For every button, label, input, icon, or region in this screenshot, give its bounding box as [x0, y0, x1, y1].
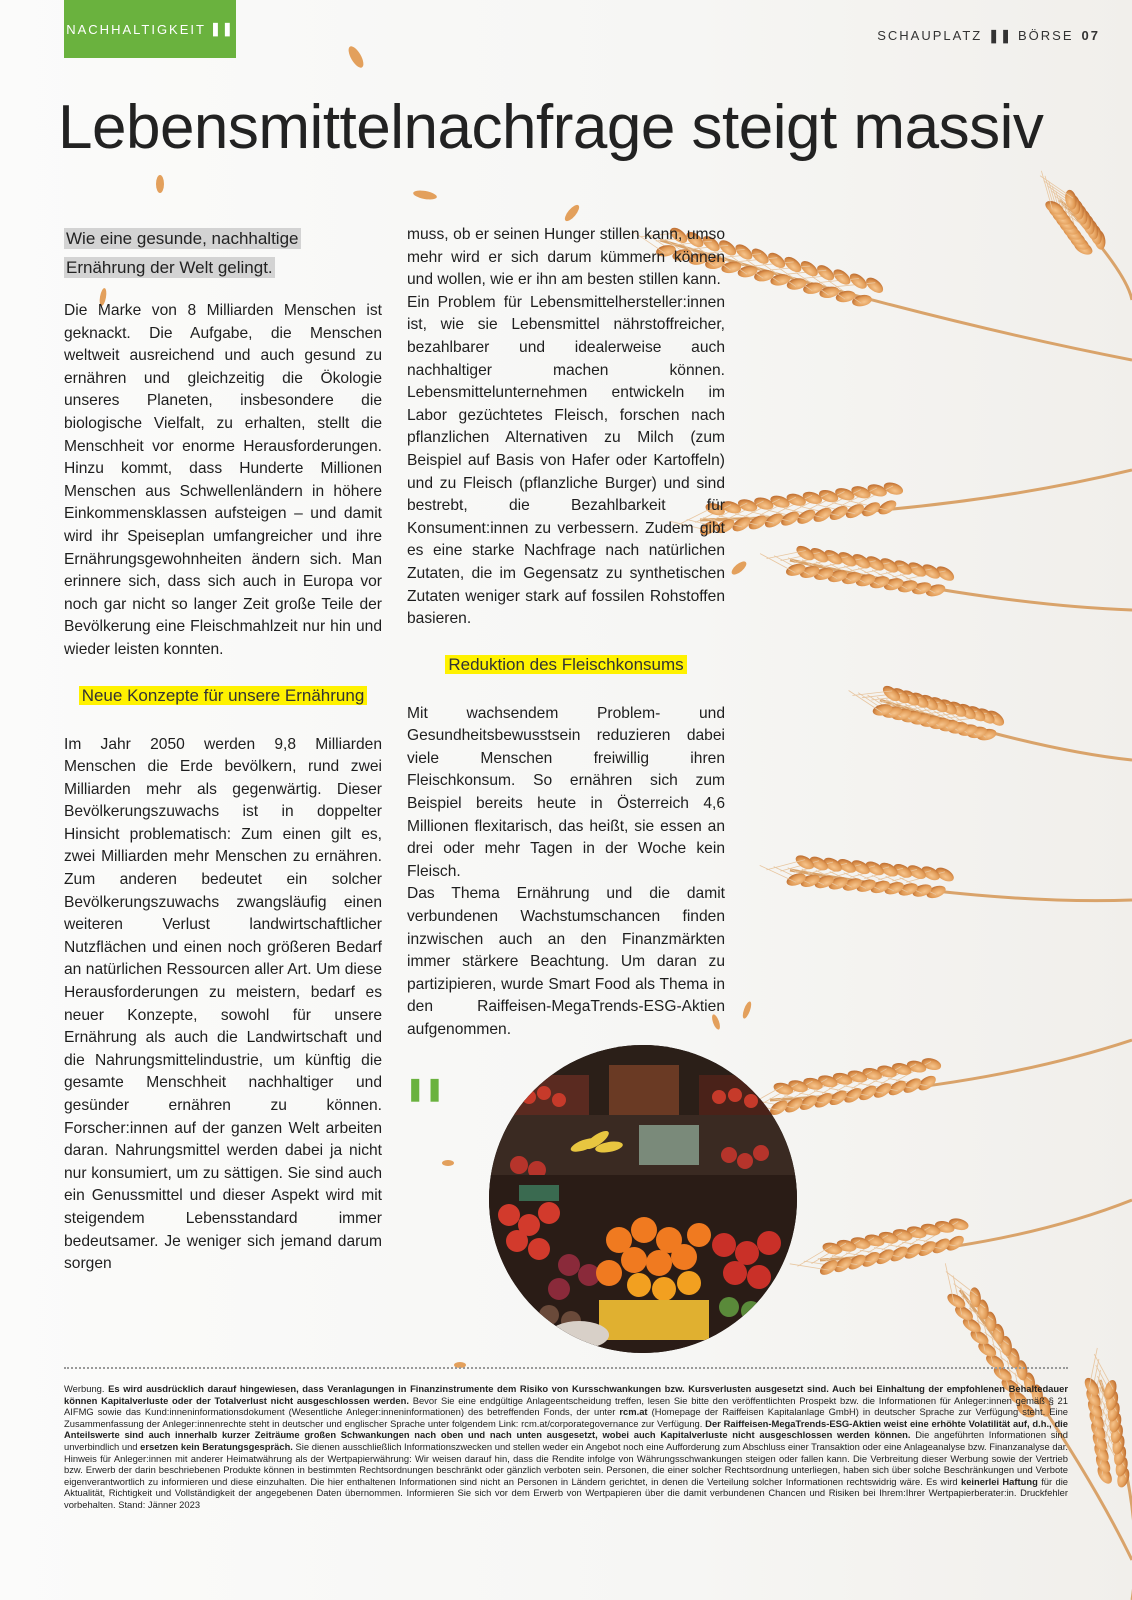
disclaimer-part: (Homepage der Raiffeisen Kapitalanlage GmbH) in deutscher Sprache zur Verfügung steht. Eine Zusammenfassung der Anleger:innenrechte steht in deutscher und englischer Sprache unter folgendem Link: rcm.at/corporategovernance zur Verfügung. [64, 1406, 1068, 1429]
article-lead [64, 224, 382, 282]
divider [64, 1367, 1068, 1369]
paragraph: Im Jahr 2050 werden 9,8 Milliarden Menschen die Erde bevölkern, rund zwei Milliarden mehr als gegenwärtig. Dieser Bevölkerungszuwachs ist in doppelter Hinsicht problematisch: Zum einen gilt es, zwei Milliarden mehr Menschen zu ernähren. Zum anderen bedeutet ein solcher Bevölkerungszuwachs zwangsläufig einen weiteren Verlust landwirtschaftlicher Nutzflächen und einen noch größeren Bedarf an natürlichen Ressourcen aller Art. Um diese Herausforderungen zu meistern, bedarf es neuer Konzepte, sowohl für unsere Ernährung als auch die Landwirtschaft und die Nahrungsmittelindustrie, um künftig die gesamte Menschheit nachhaltiger und gesünder ernähren zu können. Forscher:innen auf der ganzen Welt arbeiten daran. Nahrungsmittel werden dabei ja nicht nur konsumiert, um zu sättigen. Sie sind auch ein Genussmittel und dieser Aspekt wird mit steigendem Lebensstandard immer bedeutsamer. Je weniger sich jemand darum sorgen [64, 735, 382, 1273]
subheading [64, 684, 382, 708]
disclaimer-part: Sie dienen ausschließlich Informationszwecken und stellen weder ein Angebot noch eine Aufforderung zum Abschluss einer Transaktion oder eine Anlageanalyse bzw. Finanzanalyse dar. Hinweis für Anleger:innen mit anderer Heimatwährung als der Wertpapierwährung: Wir weisen darauf hin, dass die Rendite infolge von Währungsschwankungen steigen oder fallen kann. Die Verbreitung dieser Werbung sowie der Vertrieb bzw. Erwerb der darin beschriebenen Produkte können in bestimmten Rechtsordnungen beschränkt oder gänzlich verboten sein. Personen, die einer solcher Rechtsordnung unterliegen, haben sich über solche Beschränkungen und Verbote eigenverantwortlich zu informieren und diese einzuhalten. Die hier enthaltenen Informationen sind nicht an Personen in Ländern gerichtet, in denen die Verteilung solcher Informationen rechtswidrig wäre. Es wird [64, 1440, 1068, 1487]
paragraph: Die Marke von 8 Milliarden Menschen ist geknackt. Die Aufgabe, die Menschen weltweit ausreichend und auch gesund zu ernähren und gleichzeitig die Ökologie unseres Planeten, insbesondere die biologische Vielfalt, zu erhalten, stellt die Menschheit vor enorme Herausforderungen. Hinzu kommt, dass Hunderte Millionen Menschen aus Schwellenländern in höhere Einkommensklassen aufsteigen – und damit wird ihr Speiseplan umfangreicher und ihre Ernährungsgewohnheiten ändern sich. Man erinnere sich, dass sich auch in Europa vor noch gar nicht so langer Zeit große Teile der Bevölkerung eine Fleischmahlzeit nur hin und wieder leisten konnten. [64, 302, 382, 658]
paragraph: Ein Problem für Lebensmittelhersteller:innen ist, wie sie Lebensmittel nährstoffreicher, bezahlbarer und idealerweise auch nachhaltiger machen können. Lebensmittelunternehmen entwickeln im Labor gezüchtetes Fleisch, forschen nach pflanzlichen Alternativen zu Milch (zum Beispiel auf Basis von Hafer oder Kartoffeln) und zu Fleisch (pflanzliche Burger) und sind bestrebt, die Bezahlbarkeit für Konsument:innen zu verbessern. Zudem gibt es eine starke Nachfrage nach natürlichen Zutaten, die im Gegensatz zu synthetischen Zutaten weniger stark auf fossilen Rohstoffen basieren. [407, 293, 725, 628]
paragraph: Das Thema Ernährung und die damit verbundenen Wachstumschancen finden inzwischen auch an den Finanzmärkten immer stärkere Beachtung. Um daran zu partizipieren, wurde Smart Food als Thema in den Raiffeisen-MegaTrends-ESG-Aktien aufgenommen. [407, 885, 725, 1038]
disclaimer-part: Die angeführten Informationen sind unverbindlich und [64, 1429, 1068, 1452]
article-column-right [407, 224, 725, 1042]
disclaimer-part: keinerlei Haftung [961, 1475, 1038, 1487]
page-number: 07 [1081, 28, 1100, 43]
magazine-name: SCHAUPLATZ [877, 28, 983, 43]
section-tag [64, 0, 236, 58]
end-marks: ❚❚ [406, 1076, 445, 1101]
disclaimer-part: Der Raiffeisen-MegaTrends-ESG-Aktien weist eine erhöhte Volatilität auf, d.h., die Anteilswerte sind auch innerhalb kurzer Zeiträume großen Schwankungen nach oben und nach unten ausgesetzt, wobei auch Kapitalverluste nicht ausgeschlossen werden können. [64, 1417, 1068, 1441]
subheading-text: Neue Konzepte für unsere Ernährung [79, 686, 368, 705]
article-column-left [64, 224, 382, 1276]
disclaimer-part: ersetzen kein Beratungsgespräch. [140, 1440, 293, 1452]
disclaimer-link: rcm.at [619, 1406, 648, 1418]
disclaimer-part: Es wird ausdrücklich darauf hingewiesen, dass Veranlagungen in Finanzinstrumente dem Risiko von Kursschwankungen bzw. Kursverlusten ausgesetzt sind. Auch bei Einhaltung der empfohlenen Behaltedauer können Kapitalverluste oder der Totalverlust nicht ausgeschlossen werden. [64, 1383, 1068, 1406]
paragraph: muss, ob er seinen Hunger stillen kann, umso mehr wird er sich darum kümmern können und wollen, wie er ihn am besten stillen kann. [407, 226, 725, 289]
lead-text: Wie eine gesunde, nachhaltige Ernährung der Welt gelingt. [66, 229, 299, 277]
legal-disclaimer [64, 1383, 1068, 1511]
header-marks: ❚❚ [988, 28, 1013, 43]
market-photo [489, 1045, 797, 1353]
running-header [877, 28, 1100, 44]
disclaimer-part: für die Aktualität, Richtigkeit und Vollständigkeit der angegebenen Daten übernommen. Informieren Sie sich vor dem Erwerb von Wertpapieren über die damit verbundenen Chancen und Risiken bei Ihrem:Ihrer Wertpapierberater:in. Druckfehler vorbehalten. Stand: Jänner 2023 [64, 1475, 1069, 1510]
paragraph: Mit wachsendem Problem- und Gesundheitsbewusstsein reduzieren dabei viele Menschen freiwillig ihren Fleischkonsum. So ernähren sich zum Beispiel bereits heute in Österreich 4,6 Millionen flexitarisch, das heißt, sie essen an drei oder mehr Tagen in der Woche kein Fleisch. [407, 704, 725, 880]
category-label: BÖRSE [1018, 28, 1074, 43]
subheading [407, 653, 725, 677]
subheading-text: Reduktion des Fleischkonsums [445, 655, 686, 674]
disclaimer-part: Werbung. [64, 1383, 109, 1394]
disclaimer-part: Bevor Sie eine endgültige Anlageentscheidung treffen, lesen Sie bitte den veröffentlichten Prospekt bzw. die Informationen für Anleger:innen gemäß § 21 AIFMG sowie das Kund:inneninformationsdokument (Wesentliche Anleger:inneninformationen) des betreffenden Fonds, der unter [64, 1394, 1068, 1418]
section-marks: ❚❚ [209, 21, 234, 36]
section-label: NACHHALTIGKEIT [66, 21, 206, 37]
article-title: Lebensmittelnachfrage steigt massiv [58, 93, 1044, 162]
